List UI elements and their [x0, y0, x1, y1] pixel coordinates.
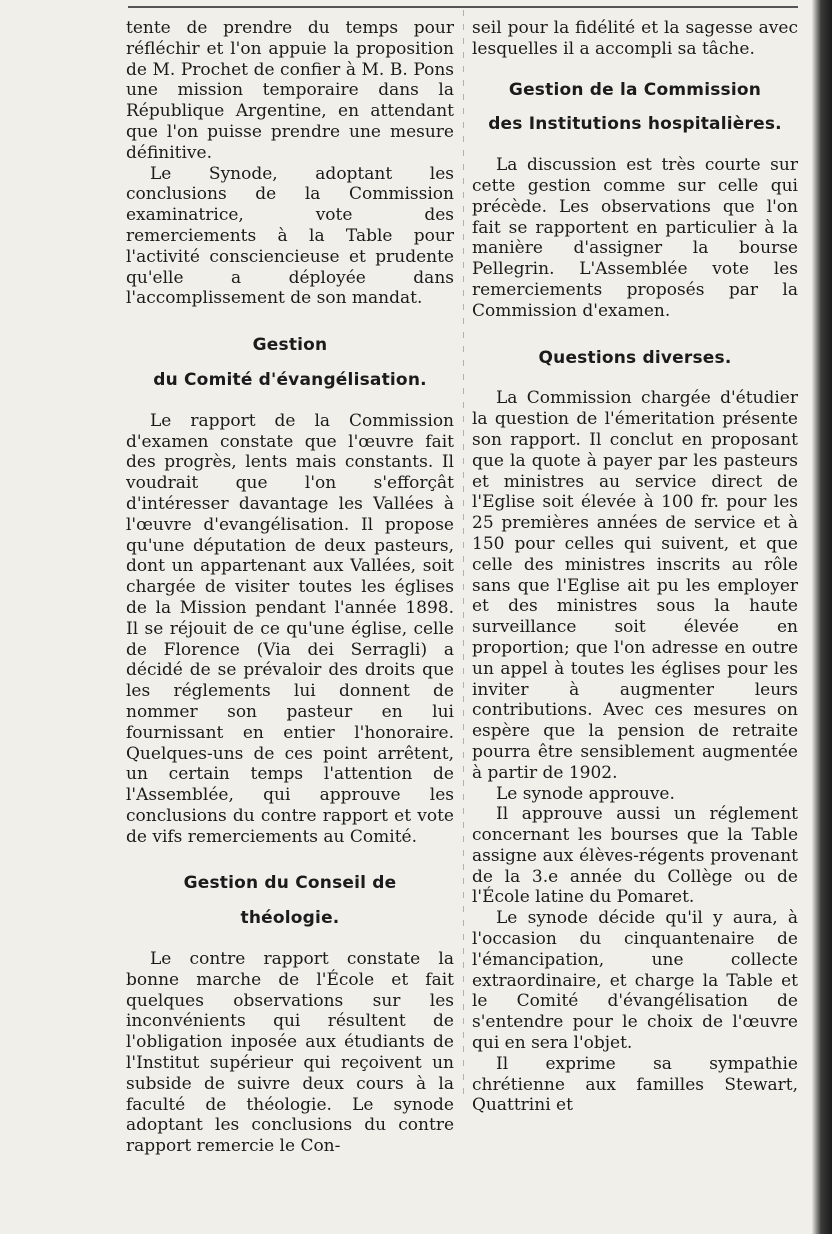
paragraph-intro: tente de prendre du temps pour réfléchir et l'on appuie la proposition de M. Prochet de confier à M. B. Pons une mission temporaire dans la République Argentine, en attendant que l'on puisse prendre une mesure définitive. [126, 18, 454, 163]
heading-evangelisation-line1: Gestion [252, 335, 328, 356]
paragraph-emeritation: La Commission chargée d'étudier la question de l'émeritation présente son rapport. Il conclut en proposant que la quote à payer par les pasteurs et ministres au service direct de l'Eglise soit élevée à 100 fr. pour les 25 premières années de service et à 150 pour celles qui suivent, et que celle des ministres inscrits au rôle sans que l'Eglise ait pu les employer et des ministres sous la haute surveillance soit élevée en proportion; que l'on adresse en outre un appel à toutes les églises pour les inviter à augmenter leurs contributions. Avec ces mesures on espère que la pension de retraite pourra être sensiblement augmentée à partir de 1902. [472, 388, 798, 783]
left-column [126, 18, 454, 1157]
heading-questions-diverses: Questions diverses. [538, 347, 732, 368]
paragraph-synode-table: Le Synode, adoptant les conclusions de la Commission examinatrice, vote des remerciements à la Table pour l'activité consciencieuse et prudente qu'elle a déployée dans l'accomplissement de son mandat. [126, 163, 454, 309]
heading-hospitalieres-line2: des Institutions hospitalières. [488, 114, 782, 135]
heading-hospitalieres-line1: Gestion de la Commission [508, 79, 762, 100]
right-column [472, 18, 798, 1116]
paragraph-reglement: Il approuve aussi un réglement concernant les bourses que la Table assigne aux élèves-régents provenant de la 3.e année du Collège ou de l'École latine du Pomaret. [472, 804, 798, 908]
paragraph-synode-approuve: Le synode approuve. [496, 783, 675, 804]
paragraph-evangelisation: Le rapport de la Commission d'examen constate que l'œuvre fait des progrès, lents mais constants. Il voudrait que l'on s'efforçât d'intéresser davantage les Vallées à l'œuvre d'evangélisation. Il propose qu'une députation de deux pasteurs, dont un appartenant aux Vallées, soit chargée de visiter toutes les églises de la Mission pendant l'année 1898. Il se réjouit de ce qu'une église, celle de Florence (Via dei Serragli) a décidé de se prévaloir des droits que les réglements lui donnent de nommer son pasteur en lui fournissant en entier l'honoraire. Quelques-uns de ces point arrêtent, un certain temps l'attention de l'Assemblée, qui approuve les conclusions du contre rapport et vote de vifs remerciements au Comité. [126, 410, 454, 847]
page-edge-shadow [812, 0, 832, 1234]
heading-theologie-line2: théologie. [240, 908, 340, 929]
heading-theologie-line1: Gestion du Conseil de [183, 873, 397, 894]
paragraph-cinquantenaire: Le synode décide qu'il y aura, à l'occasion du cinquantenaire de l'émancipation, une collecte extraordinaire, et charge la Table et le Comité d'évangélisation de s'entendre pour le choix de l'œuvre qui en sera l'objet. [472, 908, 798, 1054]
paragraph-hospitalieres: La discussion est très courte sur cette gestion comme sur celle qui précède. Les observations que l'on fait se rapportent en particulier à la manière d'assigner la bourse Pellegrin. L'Assemblée vote les remerciements proposés par la Commission d'examen. [472, 155, 798, 321]
paragraph-theologie: Le contre rapport constate la bonne marche de l'École et fait quelques observations sur les inconvénients qui résultent de l'obligation inposée aux étudiants de l'Institut supérieur qui reçoivent un subside de suivre deux cours à la faculté de théologie. Le synode adoptant les conclusions du contre rapport remercie le Con- [126, 949, 454, 1157]
top-rule [128, 6, 798, 8]
heading-evangelisation-line2: du Comité d'évangélisation. [153, 369, 427, 390]
paragraph-continuation: seil pour la fidélité et la sagesse avec lesquelles il a accompli sa tâche. [472, 18, 798, 59]
paragraph-sympathie: Il exprime sa sympathie chrétienne aux familles Stewart, Quattrini et [472, 1053, 798, 1116]
column-divider [463, 10, 464, 1100]
